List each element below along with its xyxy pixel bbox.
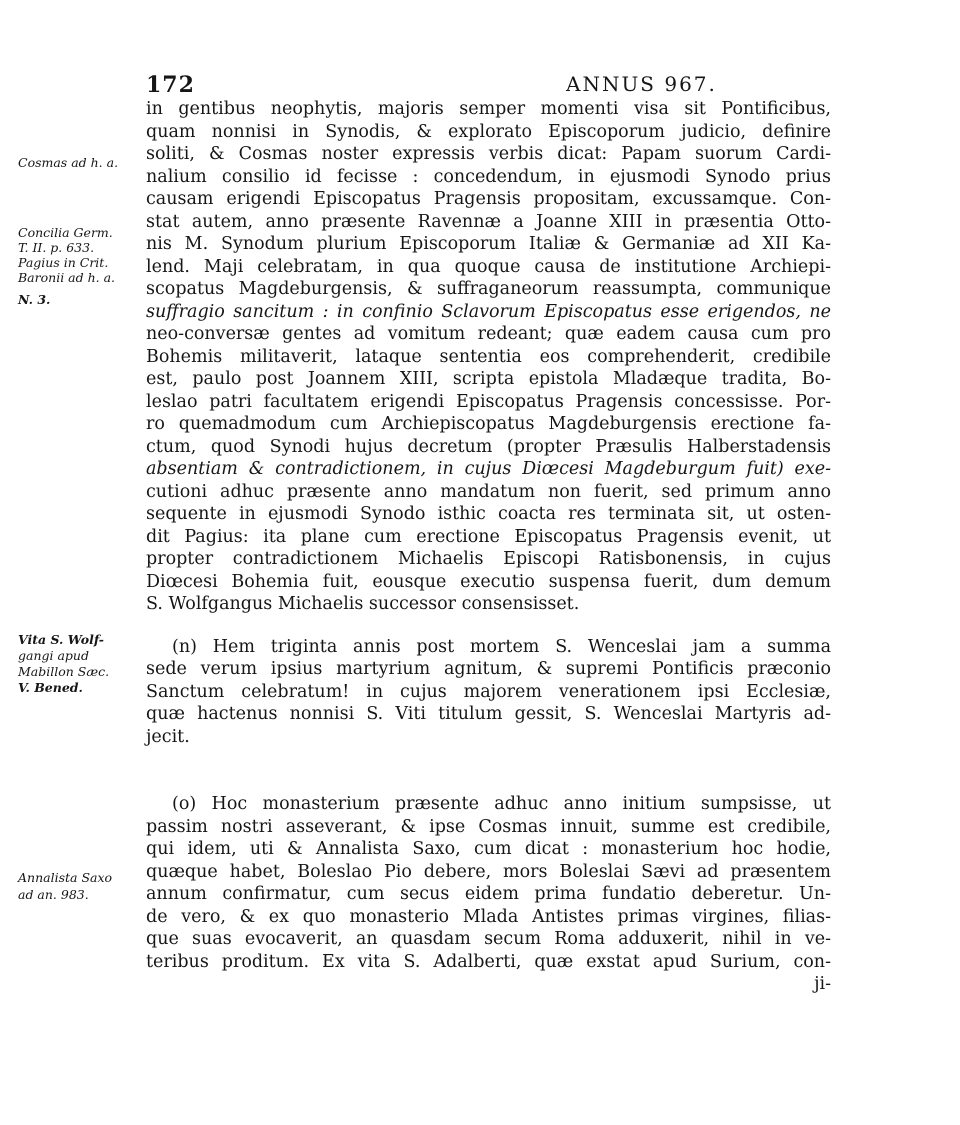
- text-line: dit Pagius: ita plane cum erectione Episcopatus Pragensis evenit, ut: [146, 526, 831, 547]
- text-line: soliti, & Cosmas noster expressis verbis dicat: Papam suorum Cardi-: [146, 144, 831, 164]
- text-line: causam erigendi Episcopatus Pragensis propositam, excussamque. Con-: [146, 189, 831, 209]
- text-line: que suas evocaverit, an quasdam secum Roma adduxerit, nihil in ve-: [146, 929, 831, 949]
- page-header: [146, 72, 826, 100]
- text-line: passim nostri asseverant, & ipse Cosmas innuit, summe est credibile,: [146, 816, 831, 837]
- text-line: S. Wolfgangus Michaelis successor consensisset.: [146, 594, 580, 614]
- text-line: sede verum ipsius martyrium agnitum, & supremi Pontificis præconio: [146, 659, 831, 679]
- text-line: (o) Hoc monasterium præsente adhuc anno initium sumpsisse, ut: [172, 794, 831, 814]
- margin-note: T. II. p. 633.: [18, 240, 95, 255]
- main-text: [146, 98, 831, 996]
- margin-note: Annalista Saxo: [18, 870, 113, 885]
- text-line: stat autem, anno præsente Ravennæ a Joanne XIII in præsentia Otto-: [146, 211, 831, 232]
- margin-note: Vita S. Wolf-: [18, 632, 104, 647]
- paragraph-3: [146, 793, 831, 996]
- margin-note: Pagius in Crit.: [18, 255, 109, 270]
- margin-note: Concilia Germ.: [18, 225, 113, 240]
- text-line: Diœcesi Bohemia fuit, eousque executio suspensa fuerit, dum demum: [146, 571, 831, 592]
- paragraph-gap: [146, 748, 831, 793]
- paragraph-2: [146, 636, 831, 749]
- text-line: quæque habet, Boleslao Pio debere, mors Boleslai Sævi ad præsentem: [146, 861, 831, 882]
- text-line: nalium consilio id fecisse : concedendum, in ejusmodi Synodo prius: [146, 166, 831, 187]
- margin-note: gangi apud: [18, 648, 89, 663]
- text-line: ctum, quod Synodi hujus decretum (propter Præsulis Halberstadensis: [146, 436, 831, 457]
- text-line: neo-conversæ gentes ad vomitum redeant; quæ eadem causa cum pro: [146, 324, 831, 344]
- text-line: nis M. Synodum plurium Episcoporum Italiæ & Germaniæ ad XII Ka-: [146, 234, 831, 254]
- text-line: annum confirmatur, cum secus eidem prima fundatio deberetur. Un-: [146, 884, 831, 904]
- paragraph-gap: [146, 616, 831, 636]
- text-line: suffragio sancitum : in confinio Sclavorum Episcopatus esse erigendos, ne: [146, 301, 831, 322]
- margin-note: Cosmas ad h. a.: [18, 155, 119, 170]
- margin-note: V. Bened.: [18, 680, 83, 695]
- margin-note: Mabillon Sæc.: [18, 664, 110, 679]
- margin-note: ad an. 983.: [18, 887, 89, 902]
- text-line: (n) Hem triginta annis post mortem S. Wenceslai jam a summa: [172, 636, 831, 657]
- text-line: de vero, & ex quo monasterio Mlada Antistes primas virgines, filias-: [146, 906, 831, 927]
- text-line: propter contradictionem Michaelis Episcopi Ratisbonensis, in cujus: [146, 549, 831, 569]
- text-line: scopatus Magdeburgensis, & suffraganeorum reassumpta, communique: [146, 279, 831, 299]
- text-line: est, paulo post Joannem XIII, scripta epistola Mladæque tradita, Bo-: [146, 369, 831, 389]
- text-line: sequente in ejusmodi Synodo isthic coacta res terminata sit, ut osten-: [146, 504, 831, 524]
- margin-note: Baronii ad h. a.: [18, 270, 116, 285]
- running-head: ANNUS 967.: [566, 72, 717, 96]
- text-line: in gentibus neophytis, majoris semper momenti visa sit Pontificibus,: [146, 99, 831, 119]
- text-line: ro quemadmodum cum Archiepiscopatus Magdeburgensis erectione fa-: [146, 414, 831, 434]
- margin-note: N. 3.: [18, 292, 51, 307]
- page-number: 172: [146, 72, 195, 98]
- text-line: leslao patri facultatem erigendi Episcopatus Pragensis concessisse. Por-: [146, 391, 831, 412]
- text-line: Sanctum celebratum! in cujus majorem venerationem ipsi Ecclesiæ,: [146, 681, 831, 702]
- text-line: lend. Maji celebratam, in qua quoque causa de institutione Archiepi-: [146, 256, 831, 277]
- paragraph-1: [146, 98, 831, 616]
- text-line: quæ hactenus nonnisi S. Viti titulum gessit, S. Wenceslai Martyris ad-: [146, 704, 831, 724]
- catchword: ji-: [814, 974, 831, 994]
- text-line: qui idem, uti & Annalista Saxo, cum dicat : monasterium hoc hodie,: [146, 839, 831, 859]
- text-line: quam nonnisi in Synodis, & explorato Episcoporum judicio, definire: [146, 121, 831, 142]
- text-line: jecit.: [146, 726, 190, 747]
- text-line: teribus proditum. Ex vita S. Adalberti, quæ exstat apud Surium, con-: [146, 951, 831, 972]
- text-line: absentiam & contradictionem, in cujus Diœcesi Magdeburgum fuit) exe-: [146, 459, 831, 479]
- text-line: Bohemis militaverit, lataque sententia eos comprehenderit, credibile: [146, 346, 831, 367]
- text-line: cutioni adhuc præsente anno mandatum non fuerit, sed primum anno: [146, 481, 831, 502]
